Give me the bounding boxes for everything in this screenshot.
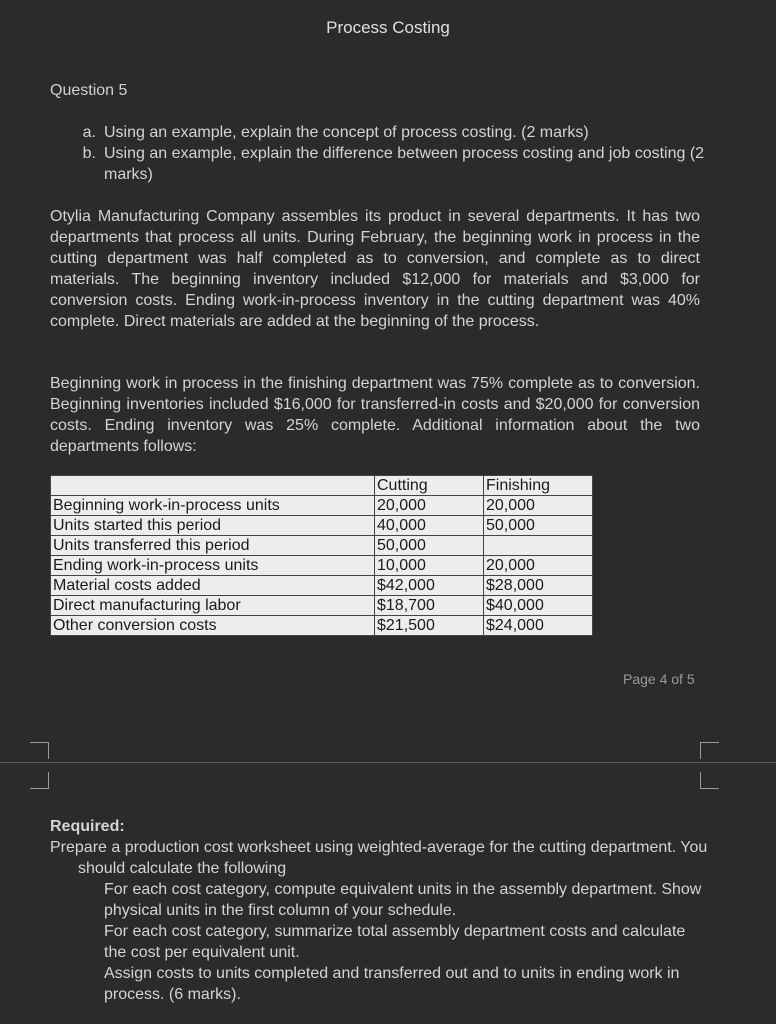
page-title: Process Costing	[326, 18, 450, 37]
question-list	[50, 122, 710, 185]
table-cell: Units transferred this period	[51, 536, 375, 556]
list-item	[50, 963, 710, 1005]
question-item-a	[50, 122, 710, 143]
table-cell: Other conversion costs	[51, 616, 375, 636]
question-text: Using an example, explain the difference between process costing and job costing (2 marks)	[104, 145, 705, 183]
table-cell: Ending work-in-process units	[51, 556, 375, 576]
question-letter: b.	[82, 145, 96, 162]
bullet-text: For each cost category, summarize total assembly department costs and calculate the cost per equivalent unit.	[104, 923, 686, 961]
paragraph-cutting-dept: Otylia Manufacturing Company assembles its product in several departments. It has two departments that process all units. During February, the beginning work in process in the cutting department was half completed as to conversion, and complete as to direct materials. The beginning inventory included $12,000 for materials and $3,000 for conversion costs. Ending work-in-process inventory in the cutting department was 40% complete. Direct materials are added at the beginning of the process.	[50, 208, 700, 330]
page-divider	[0, 762, 776, 763]
bullet-icon	[50, 921, 104, 963]
table-row	[51, 536, 593, 556]
table-cell: $21,500	[375, 616, 484, 636]
question-letter: a.	[82, 124, 96, 141]
table-cell: $28,000	[484, 576, 593, 596]
table-cell: 10,000	[375, 556, 484, 576]
table-row	[51, 556, 593, 576]
table-row	[51, 576, 593, 596]
table-cell: Material costs added	[51, 576, 375, 596]
table-cell	[484, 536, 593, 556]
bullet-text: Assign costs to units completed and transferred out and to units in ending work in process. (6 marks).	[104, 965, 680, 1003]
table-row	[51, 616, 593, 636]
required-bullet-list	[50, 879, 710, 1005]
crop-mark-top-right	[700, 742, 719, 759]
table-cell: Direct manufacturing labor	[51, 596, 375, 616]
list-item	[50, 921, 710, 963]
table-cell: 20,000	[484, 496, 593, 516]
department-data-table	[50, 475, 593, 636]
table-header-cell: Finishing	[484, 476, 593, 496]
bullet-icon	[50, 963, 104, 1005]
question-label: Question 5	[50, 82, 128, 99]
table-header-cell: Cutting	[375, 476, 484, 496]
bullet-text: For each cost category, compute equivalent units in the assembly department. Show physical units in the first column of your schedule.	[104, 881, 702, 919]
required-label: Required:	[50, 818, 125, 835]
table-header-cell	[51, 476, 375, 496]
crop-mark-bottom-right	[700, 772, 719, 789]
table-cell: Units started this period	[51, 516, 375, 536]
question-text: Using an example, explain the concept of process costing. (2 marks)	[104, 124, 589, 141]
table-cell: 20,000	[484, 556, 593, 576]
table-cell: 50,000	[484, 516, 593, 536]
page-number: Page 4 of 5	[623, 671, 695, 687]
table-cell: 20,000	[375, 496, 484, 516]
table-cell: $24,000	[484, 616, 593, 636]
required-intro: Prepare a production cost worksheet using weighted-average for the cutting department. You should calculate the following	[50, 839, 708, 877]
table-cell: 40,000	[375, 516, 484, 536]
paragraph-finishing-dept: Beginning work in process in the finishing department was 75% complete as to conversion. Beginning inventories included $16,000 for transferred-in costs and $20,000 for conversion costs. Ending inventory was 25% complete. Additional information about the two departments follows:	[50, 375, 700, 455]
required-section	[50, 816, 710, 1005]
table-row	[51, 516, 593, 536]
table-row	[51, 596, 593, 616]
bullet-icon	[50, 879, 104, 921]
table-cell: Beginning work-in-process units	[51, 496, 375, 516]
question-item-b	[50, 143, 710, 185]
table-cell: $18,700	[375, 596, 484, 616]
table-row	[51, 496, 593, 516]
list-item	[50, 879, 710, 921]
crop-mark-bottom-left	[30, 772, 49, 789]
table-cell: 50,000	[375, 536, 484, 556]
table-cell: $40,000	[484, 596, 593, 616]
crop-mark-top-left	[30, 742, 49, 759]
table-header-row	[51, 476, 593, 496]
table-cell: $42,000	[375, 576, 484, 596]
